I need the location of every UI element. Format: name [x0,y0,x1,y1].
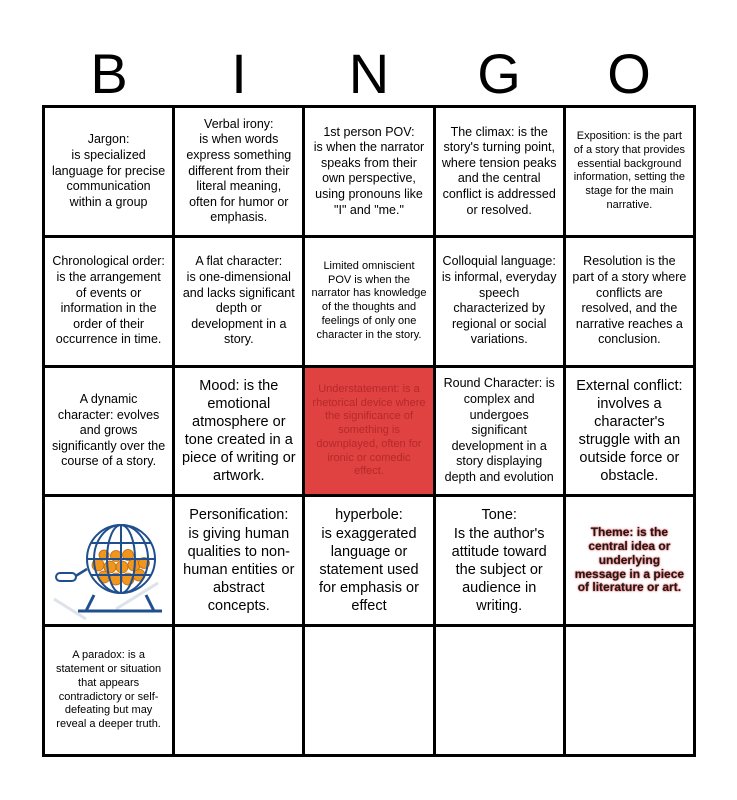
cell-text: Exposition: is the part of a story that provides essential background information, setting the stage for the main narrative. [573,130,686,211]
cell-text: External conflict: involves a character's struggle with an outside force or obstacle. [576,377,683,485]
cell-text: Personification: is giving human qualities to non-human entities or abstract concepts. [183,507,295,615]
header-letter-g: G [477,42,521,105]
bingo-cell-r2c4[interactable] [436,238,563,365]
bingo-cell-r4c1[interactable] [45,497,172,624]
bingo-cell-r5c3[interactable] [305,627,432,754]
bingo-cell-r3c4[interactable] [436,368,563,495]
bingo-cell-r4c5[interactable] [566,497,693,624]
bingo-cell-r3c5[interactable] [566,368,693,495]
cell-text: Tone: Is the author's attitude toward the subject or audience in writing. [451,507,547,615]
header-letter-b: B [90,42,128,105]
bingo-cell-r5c1[interactable] [45,627,172,754]
bingo-cell-r3c3[interactable] [305,368,432,495]
cell-text: Jargon: is specialized language for precise communication within a group [51,132,166,209]
bingo-cell-r4c4[interactable] [436,497,563,624]
header-letter-o: O [607,42,651,105]
header-letter-n: N [348,42,390,105]
bingo-cell-r1c2[interactable] [175,108,302,235]
cell-text: A flat character: is one-dimensional and lacks significant depth or development in a story. [182,254,295,347]
cell-text: Colloquial language: is informal, everyday speech characterized by regional or social variations. [441,254,557,347]
cell-text: Chronological order: is the arrangement of events or information in the order of their occurrence in time. [52,254,165,347]
bingo-cell-r2c3[interactable] [305,238,432,365]
bingo-board [42,105,696,757]
bingo-cell-r1c1[interactable] [45,108,172,235]
bingo-cell-r5c4[interactable] [436,627,563,754]
cell-text: A paradox: is a statement or situation that appears contradictory or self-defeating but may reveal a deeper truth. [56,649,162,731]
cell-text: Understatement: is a rhetorical device where the significance of something is downplayed, often for ironic or comedic effect. [312,382,426,478]
cell-text: Round Character: is complex and undergoes significant development in a story displaying depth and evolution [443,376,555,485]
cell-text: Mood: is the emotional atmosphere or tone created in a piece of writing or artwork. [181,377,296,485]
bingo-cell-r2c5[interactable] [566,238,693,365]
bingo-cell-r3c2[interactable] [175,368,302,495]
bingo-cell-r1c3[interactable] [305,108,432,235]
bingo-cell-r4c2[interactable] [175,497,302,624]
cell-text: Verbal irony: is when words express something different from their literal meaning, often for humor or emphasis. [186,116,292,225]
bingo-cell-r1c5[interactable] [566,108,693,235]
cell-text: Resolution is the part of a story where conflicts are resolved, and the narrative reaches a conclusion. [572,254,687,347]
cell-text: A dynamic character: evolves and grows significantly over the course of a story. [51,391,166,469]
bingo-cell-r1c4[interactable] [436,108,563,235]
cell-text: Limited omniscient POV is when the narrator has knowledge of the thoughts and feelings of only one character in the story. [311,259,427,341]
cell-text: 1st person POV: is when the narrator speaks from their own perspective, using pronouns like "I" and "me." [313,124,425,217]
cell-text: Theme: is the central idea or underlying message in a piece of literature or art. [574,525,685,595]
bingo-cell-r5c5[interactable] [566,627,693,754]
bingo-cage-icon [46,499,172,623]
bingo-header [44,44,694,104]
header-letter-i: I [231,42,247,105]
cell-text: The climax: is the story's turning point, where tension peaks and the central conflict is addressed or resolved. [441,124,557,217]
bingo-cell-r5c2[interactable] [175,627,302,754]
bingo-cell-r2c2[interactable] [175,238,302,365]
bingo-cell-r2c1[interactable] [45,238,172,365]
bingo-cell-r4c3[interactable] [305,497,432,624]
cell-text: hyperbole: is exaggerated language or statement used for emphasis or effect [319,507,419,615]
bingo-cell-r3c1[interactable] [45,368,172,495]
